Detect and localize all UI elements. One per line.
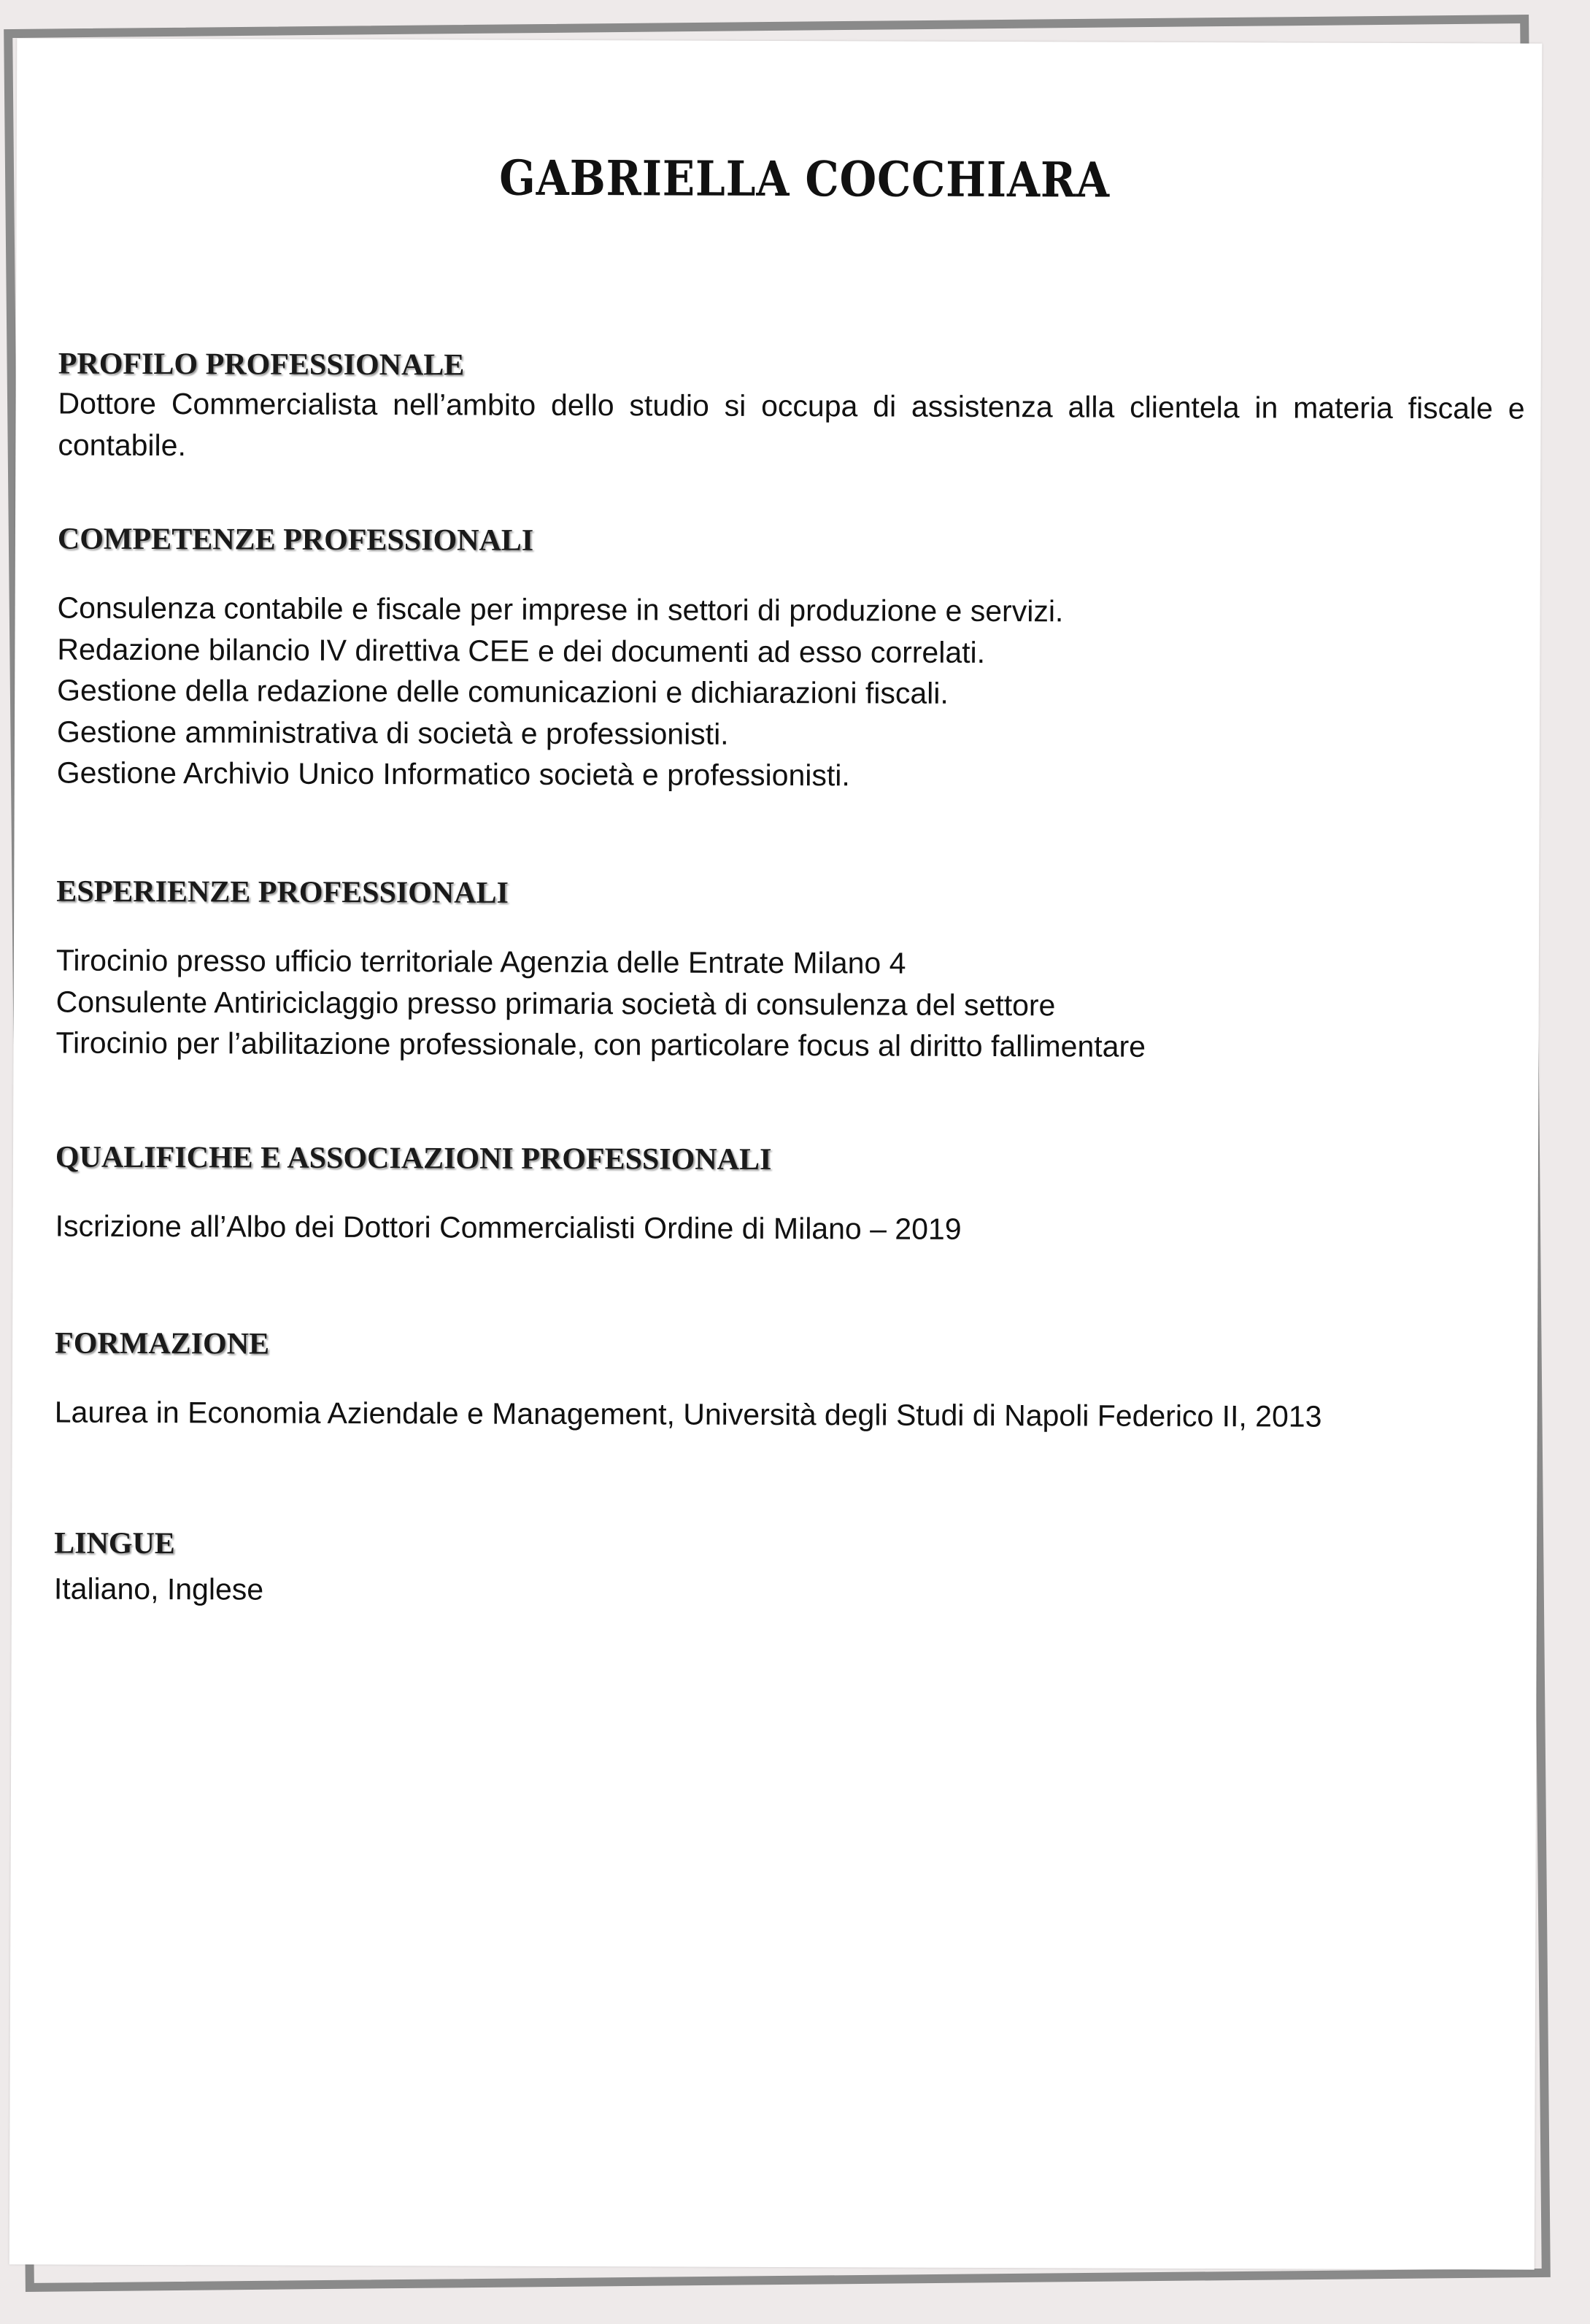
list-item: Tirocinio presso ufficio territoriale Agenzia delle Entrate Milano 4: [55, 943, 906, 980]
section-esperienze: [55, 873, 1523, 1069]
section-formazione: [55, 1325, 1522, 1439]
list-item: Tirocinio per l’abilitazione professionale, con particolare focus al diritto fallimentare: [55, 1026, 1146, 1063]
section-heading-profilo: PROFILO PROFESSIONALE: [58, 347, 465, 382]
section-lingue: [54, 1525, 1521, 1615]
section-competenze: [57, 520, 1524, 799]
list-item: Redazione bilancio IV direttiva CEE e dei documenti ad esso correlati.: [57, 632, 986, 669]
section-heading-lingue: LINGUE: [54, 1526, 175, 1561]
section-qualifiche: [55, 1139, 1523, 1253]
section-heading-qualifiche: QUALIFICHE E ASSOCIAZIONI PROFESSIONALI: [55, 1140, 772, 1177]
section-heading-esperienze: ESPERIENZE PROFESSIONALI: [56, 874, 509, 910]
candidate-name: GABRIELLA COCCHIARA: [499, 149, 1111, 209]
section-heading-competenze: COMPETENZE PROFESSIONALI: [57, 522, 534, 558]
list-item: Consulente Antiriciclaggio presso primaria società di consulenza del settore: [55, 985, 1056, 1022]
qualifiche-text: Iscrizione all’Albo dei Dottori Commercialisti Ordine di Milano – 2019: [55, 1209, 962, 1246]
competenze-list: [57, 588, 1524, 799]
lingue-text: Italiano, Inglese: [53, 1571, 264, 1607]
list-item: Gestione amministrativa di società e professionisti.: [56, 715, 729, 751]
esperienze-list: [55, 940, 1523, 1069]
formazione-text: Laurea in Economia Aziendale e Management, Università degli Studi di Napoli Federico II, 2013: [54, 1395, 1322, 1434]
profilo-text: Dottore Commercialista nell’ambito dello studio si occupa di assistenza alla clientela in materia fiscale e contabile.: [58, 386, 1525, 463]
section-profilo: [58, 345, 1525, 472]
list-item: Gestione della redazione delle comunicazioni e dichiarazioni fiscali.: [57, 673, 949, 710]
list-item: Consulenza contabile e fiscale per imprese in settori di produzione e servizi.: [57, 590, 1064, 628]
resume-sheet: [9, 38, 1543, 2269]
list-item: Gestione Archivio Unico Informatico società e professionisti.: [56, 755, 850, 793]
section-heading-formazione: FORMAZIONE: [55, 1326, 270, 1361]
